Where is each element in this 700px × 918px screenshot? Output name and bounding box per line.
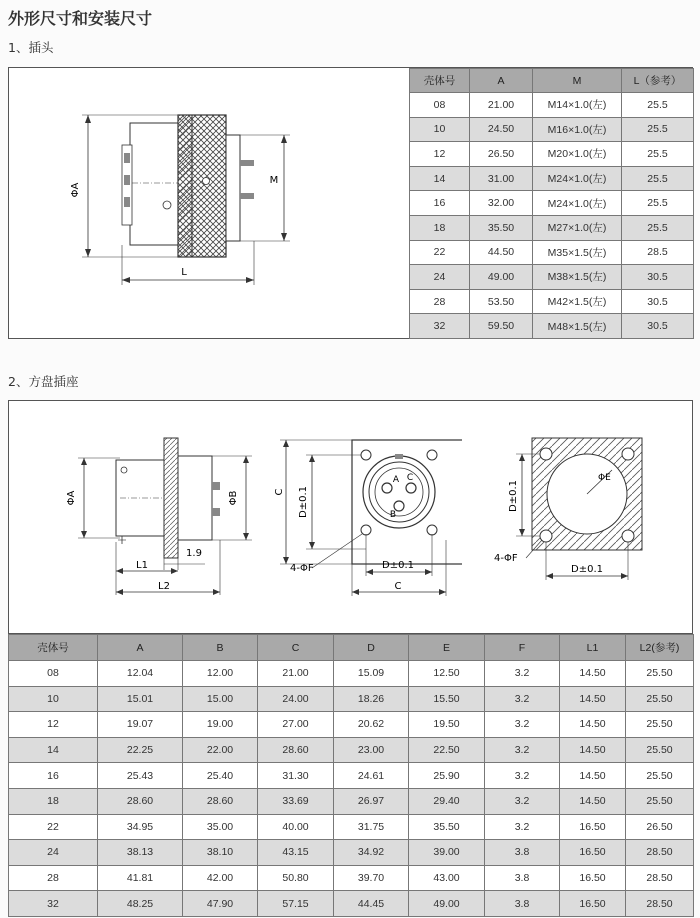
table-cell: M42×1.5(左)	[533, 289, 622, 314]
table-cell: 3.2	[485, 763, 560, 789]
front-c-horizontal-label: C	[394, 581, 402, 592]
table-cell: 25.50	[626, 661, 694, 687]
flange-thickness-label: 1.9	[186, 548, 202, 559]
table-cell: 25.5	[622, 215, 694, 240]
table-row	[9, 686, 694, 712]
socket-col-e: E	[409, 635, 485, 661]
table-cell: 34.95	[98, 814, 183, 840]
table-cell: 25.90	[409, 763, 485, 789]
cutout-d-vertical-label: D±0.1	[508, 480, 519, 512]
front-d-horizontal-label: D±0.1	[382, 560, 414, 571]
table-cell: 28.50	[626, 840, 694, 866]
table-cell: 3.2	[485, 788, 560, 814]
plug-col-m: M	[533, 69, 622, 93]
table-cell: 33.69	[258, 788, 334, 814]
table-cell: 49.00	[409, 891, 485, 917]
table-row	[410, 240, 694, 265]
table-cell: 25.5	[622, 166, 694, 191]
table-cell: 25.5	[622, 93, 694, 118]
table-cell: 49.00	[470, 265, 533, 290]
table-cell: 28.50	[626, 891, 694, 917]
socket-col-f: F	[485, 635, 560, 661]
table-cell: 14	[410, 166, 470, 191]
socket-phi-b-label: ΦB	[228, 490, 239, 506]
table-cell: 08	[410, 93, 470, 118]
table-row	[9, 763, 694, 789]
table-cell: 41.81	[98, 865, 183, 891]
socket-col-l2: L2(参考)	[626, 635, 694, 661]
cutout-4-phi-f-label: 4-ΦF	[494, 553, 518, 564]
table-cell: 35.50	[470, 215, 533, 240]
table-cell: 32.00	[470, 191, 533, 216]
table-cell: 28	[9, 865, 98, 891]
front-4-phi-f-label: 4-ΦF	[290, 563, 314, 574]
table-cell: 42.00	[183, 865, 258, 891]
table-cell: 25.40	[183, 763, 258, 789]
table-cell: 16.50	[560, 840, 626, 866]
table-cell: 31.00	[470, 166, 533, 191]
table-cell: 18	[9, 788, 98, 814]
table-cell: 15.01	[98, 686, 183, 712]
socket-col-a: A	[98, 635, 183, 661]
table-cell: 24.61	[334, 763, 409, 789]
table-cell: 16	[9, 763, 98, 789]
table-row	[410, 289, 694, 314]
table-row	[9, 661, 694, 687]
table-row	[410, 93, 694, 118]
socket-col-shell: 壳体号	[9, 635, 98, 661]
table-cell: 31.75	[334, 814, 409, 840]
socket-l2-label: L2	[158, 581, 170, 592]
plug-drawing	[60, 95, 320, 290]
table-cell: M24×1.0(左)	[533, 166, 622, 191]
table-cell: 35.00	[183, 814, 258, 840]
table-cell: 14.50	[560, 788, 626, 814]
table-cell: 14.50	[560, 763, 626, 789]
table-cell: 08	[9, 661, 98, 687]
table-cell: 3.8	[485, 891, 560, 917]
table-cell: 27.00	[258, 712, 334, 738]
table-cell: 21.00	[258, 661, 334, 687]
table-cell: 53.50	[470, 289, 533, 314]
pin-b-label: B	[389, 510, 397, 520]
table-row	[9, 788, 694, 814]
plug-phi-a-label: ΦA	[70, 182, 81, 198]
table-cell: 28.60	[258, 737, 334, 763]
table-cell: 47.90	[183, 891, 258, 917]
table-cell: 22	[9, 814, 98, 840]
table-cell: 3.8	[485, 865, 560, 891]
table-cell: 22.00	[183, 737, 258, 763]
table-cell: 30.5	[622, 314, 694, 339]
socket-table-header	[9, 635, 694, 661]
socket-col-d: D	[334, 635, 409, 661]
table-cell: 25.50	[626, 712, 694, 738]
table-cell: 44.45	[334, 891, 409, 917]
table-cell: 22	[410, 240, 470, 265]
table-cell: 21.00	[470, 93, 533, 118]
table-cell: 10	[9, 686, 98, 712]
table-row	[9, 737, 694, 763]
table-cell: 3.8	[485, 840, 560, 866]
table-cell: 25.5	[622, 191, 694, 216]
table-row	[9, 891, 694, 917]
table-cell: 57.15	[258, 891, 334, 917]
socket-col-b: B	[183, 635, 258, 661]
table-cell: 50.80	[258, 865, 334, 891]
table-cell: M14×1.0(左)	[533, 93, 622, 118]
table-cell: 25.50	[626, 763, 694, 789]
front-d-vertical-label: D±0.1	[298, 486, 309, 518]
table-cell: 34.92	[334, 840, 409, 866]
table-cell: 30.5	[622, 289, 694, 314]
table-cell: 16.50	[560, 814, 626, 840]
table-cell: 14.50	[560, 686, 626, 712]
table-cell: 28.60	[183, 788, 258, 814]
table-row	[9, 814, 694, 840]
table-cell: 24.00	[258, 686, 334, 712]
plug-col-shell: 壳体号	[410, 69, 470, 93]
table-row	[410, 215, 694, 240]
table-cell: 26.97	[334, 788, 409, 814]
table-cell: 32	[9, 891, 98, 917]
table-cell: 24	[410, 265, 470, 290]
section-1-heading: 1、插头	[8, 40, 54, 55]
socket-side-drawing	[60, 430, 260, 600]
table-cell: 28.60	[98, 788, 183, 814]
table-cell: 28.5	[622, 240, 694, 265]
table-row	[410, 166, 694, 191]
table-cell: 24	[9, 840, 98, 866]
table-cell: 18.26	[334, 686, 409, 712]
table-cell: 25.5	[622, 117, 694, 142]
plug-l-label: L	[181, 267, 187, 278]
front-c-vertical-label: C	[274, 488, 285, 496]
table-cell: 20.62	[334, 712, 409, 738]
table-cell: 25.43	[98, 763, 183, 789]
pin-a-label: A	[392, 475, 400, 485]
table-cell: 12	[410, 142, 470, 167]
table-cell: 14.50	[560, 712, 626, 738]
table-cell: 44.50	[470, 240, 533, 265]
table-cell: M38×1.5(左)	[533, 265, 622, 290]
plug-table-header	[410, 69, 694, 93]
table-cell: 43.00	[409, 865, 485, 891]
socket-front-drawing	[272, 430, 462, 600]
table-cell: 12.04	[98, 661, 183, 687]
cutout-d-horizontal-label: D±0.1	[571, 564, 603, 575]
table-cell: 25.5	[622, 142, 694, 167]
table-cell: 38.10	[183, 840, 258, 866]
table-cell: 18	[410, 215, 470, 240]
pin-c-label: C	[406, 473, 414, 483]
table-cell: 29.40	[409, 788, 485, 814]
table-cell: M27×1.0(左)	[533, 215, 622, 240]
table-cell: 19.07	[98, 712, 183, 738]
table-cell: 12	[9, 712, 98, 738]
table-cell: 28.50	[626, 865, 694, 891]
plug-col-a: A	[470, 69, 533, 93]
table-cell: 12.50	[409, 661, 485, 687]
table-row	[410, 314, 694, 339]
table-cell: 31.30	[258, 763, 334, 789]
cutout-phi-e-label: ΦE	[598, 473, 611, 483]
table-row	[9, 712, 694, 738]
table-cell: M48×1.5(左)	[533, 314, 622, 339]
socket-col-c: C	[258, 635, 334, 661]
table-cell: 24.50	[470, 117, 533, 142]
table-cell: 3.2	[485, 712, 560, 738]
socket-phi-a-label: ΦA	[66, 490, 77, 506]
table-cell: 25.50	[626, 788, 694, 814]
table-row	[410, 142, 694, 167]
table-cell: 48.25	[98, 891, 183, 917]
table-cell: 22.50	[409, 737, 485, 763]
table-cell: 23.00	[334, 737, 409, 763]
table-cell: 10	[410, 117, 470, 142]
plug-m-label: M	[269, 175, 279, 186]
table-cell: 26.50	[470, 142, 533, 167]
page-title: 外形尺寸和安装尺寸	[8, 9, 153, 28]
table-cell: 19.00	[183, 712, 258, 738]
table-cell: 14	[9, 737, 98, 763]
panel-cutout-drawing	[488, 430, 648, 600]
table-row	[9, 840, 694, 866]
table-cell: 14.50	[560, 737, 626, 763]
socket-l1-label: L1	[136, 560, 148, 571]
table-cell: 3.2	[485, 661, 560, 687]
section-2-heading: 2、方盘插座	[8, 374, 79, 389]
table-cell: 14.50	[560, 661, 626, 687]
socket-table	[8, 634, 694, 917]
table-cell: 28	[410, 289, 470, 314]
table-cell: 39.70	[334, 865, 409, 891]
table-cell: 3.2	[485, 737, 560, 763]
table-cell: 30.5	[622, 265, 694, 290]
table-cell: 59.50	[470, 314, 533, 339]
table-cell: 16	[410, 191, 470, 216]
plug-col-l: L（参考）	[622, 69, 694, 93]
plug-table	[409, 68, 694, 339]
table-row	[9, 865, 694, 891]
table-cell: 16.50	[560, 865, 626, 891]
socket-col-l1: L1	[560, 635, 626, 661]
table-row	[410, 265, 694, 290]
table-cell: 38.13	[98, 840, 183, 866]
table-cell: 15.09	[334, 661, 409, 687]
table-cell: 39.00	[409, 840, 485, 866]
table-cell: 35.50	[409, 814, 485, 840]
table-cell: 3.2	[485, 686, 560, 712]
table-row	[410, 191, 694, 216]
table-cell: 22.25	[98, 737, 183, 763]
table-cell: 26.50	[626, 814, 694, 840]
table-cell: M20×1.0(左)	[533, 142, 622, 167]
table-cell: 15.50	[409, 686, 485, 712]
table-cell: 32	[410, 314, 470, 339]
table-cell: 25.50	[626, 686, 694, 712]
table-cell: 3.2	[485, 814, 560, 840]
table-cell: M24×1.0(左)	[533, 191, 622, 216]
table-cell: M35×1.5(左)	[533, 240, 622, 265]
table-cell: M16×1.0(左)	[533, 117, 622, 142]
table-cell: 15.00	[183, 686, 258, 712]
table-cell: 12.00	[183, 661, 258, 687]
table-cell: 19.50	[409, 712, 485, 738]
table-cell: 16.50	[560, 891, 626, 917]
table-cell: 40.00	[258, 814, 334, 840]
table-cell: 43.15	[258, 840, 334, 866]
table-row	[410, 117, 694, 142]
table-cell: 25.50	[626, 737, 694, 763]
